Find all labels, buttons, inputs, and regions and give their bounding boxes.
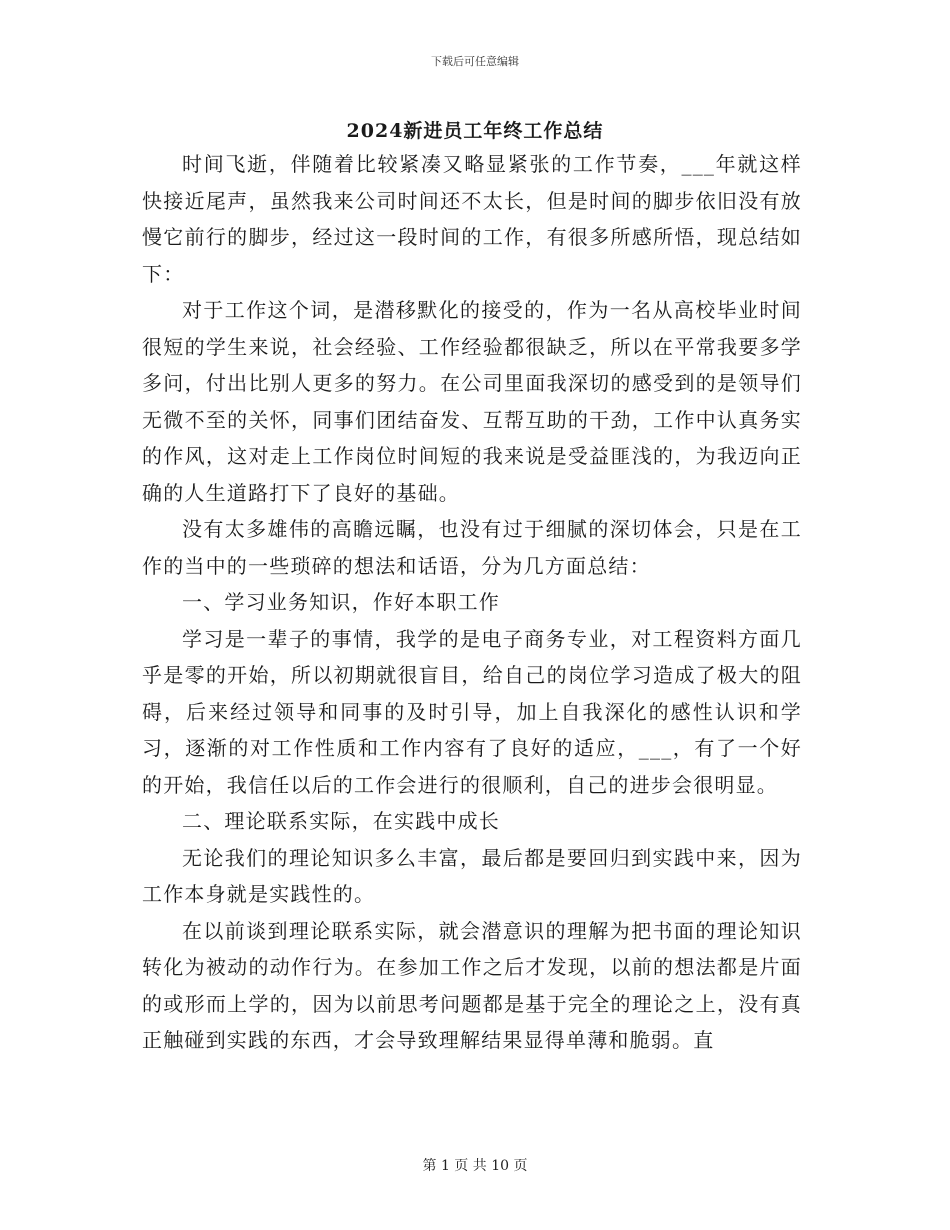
page-header: 下载后可任意编辑 [431,55,519,68]
paragraph: 无论我们的理论知识多么丰富，最后都是要回归到实践中来，因为工作本身就是实践性的。 [142,845,802,906]
paragraph: 没有太多雄伟的高瞻远瞩，也没有过于细腻的深切体会，只是在工作的当中的一些琐碎的想法和话语，分为几方面总结： [142,517,802,578]
document-title: 2024新进员工年终工作总结 [346,120,604,142]
paragraph: 时间飞逝，伴随着比较紧凑又略显紧张的工作节奏，___年就这样快接近尾声，虽然我来公司时间还不太长，但是时间的脚步依旧没有放慢它前行的脚步，经过这一段时间的工作，有很多所感所悟，现总结如下： [142,152,802,286]
section-heading: 二、理论联系实际，在实践中成长 [182,809,500,833]
paragraph: 学习是一辈子的事情，我学的是电子商务专业，对工程资料方面几乎是零的开始，所以初期就很盲目，给自己的岗位学习造成了极大的阻碍，后来经过领导和同事的及时引导，加上自我深化的感性认识和学习，逐渐的对工作性质和工作内容有了良好的适应，___，有了一个好的开始，我信任以后的工作会进行的很顺利，自己的进步会很明显。 [142,626,802,797]
document-body [142,146,802,1059]
paragraph: 在以前谈到理论联系实际，就会潜意识的理解为把书面的理论知识转化为被动的动作行为。在参加工作之后才发现，以前的想法都是片面的或形而上学的，因为以前思考问题都是基于完全的理论之上，没有真正触碰到实践的东西，才会导致理解结果显得单薄和脆弱。直 [142,918,802,1052]
page-footer: 第 1 页 共 10 页 [422,1158,528,1174]
section-heading: 一、学习业务知识，作好本职工作 [182,590,500,614]
paragraph: 对于工作这个词，是潜移默化的接受的，作为一名从高校毕业时间很短的学生来说，社会经验、工作经验都很缺乏，所以在平常我要多学多问，付出比别人更多的努力。在公司里面我深切的感受到的是领导们无微不至的关怀，同事们团结奋发、互帮互助的干劲，工作中认真务实的作风，这对走上工作岗位时间短的我来说是受益匪浅的，为我迈向正确的人生道路打下了良好的基础。 [142,298,802,505]
